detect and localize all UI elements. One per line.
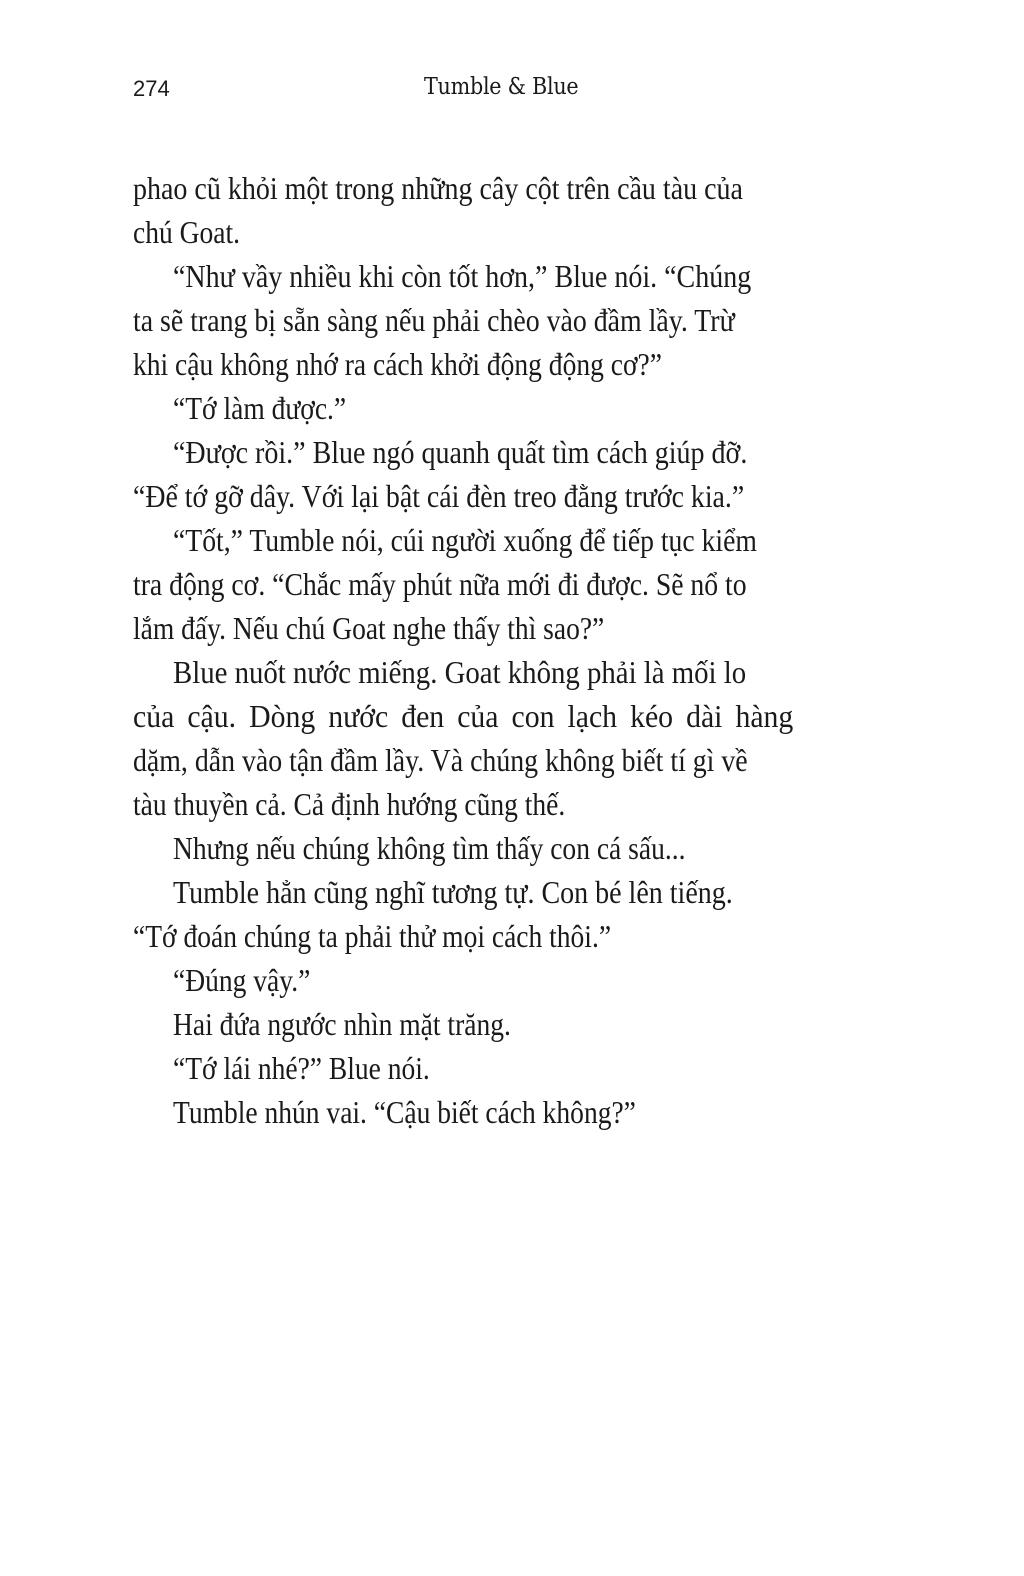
text-line: Tumble hẳn cũng nghĩ tương tự. Con bé lên tiếng. bbox=[173, 874, 733, 910]
text-line: Nhưng nếu chúng không tìm thấy con cá sấu... bbox=[173, 830, 686, 866]
text-line: Tumble nhún vai. “Cậu biết cách không?” bbox=[173, 1094, 636, 1130]
text-line: dặm, dẫn vào tận đầm lầy. Và chúng không biết tí gì về bbox=[133, 742, 748, 778]
text-line: phao cũ khỏi một trong những cây cột trên cầu tàu của bbox=[133, 170, 743, 206]
text-line: tra động cơ. “Chắc mấy phút nữa mới đi được. Sẽ nổ to bbox=[133, 566, 747, 602]
text-line: “Tớ lái nhé?” Blue nói. bbox=[173, 1050, 430, 1086]
text-line: “Được rồi.” Blue ngó quanh quất tìm cách giúp đỡ. bbox=[173, 434, 748, 470]
text-line: “Như vầy nhiều khi còn tốt hơn,” Blue nói. “Chúng bbox=[173, 258, 752, 294]
text-line: lắm đấy. Nếu chú Goat nghe thấy thì sao?” bbox=[133, 610, 605, 646]
book-title: Tumble & Blue bbox=[424, 74, 579, 100]
text-line: ta sẽ trang bị sẵn sàng nếu phải chèo vào đầm lầy. Trừ bbox=[133, 302, 735, 338]
running-head bbox=[0, 74, 1024, 110]
body-text bbox=[133, 166, 878, 1134]
text-line: Blue nuốt nước miếng. Goat không phải là mối lo bbox=[173, 654, 747, 690]
text-line: “Đúng vậy.” bbox=[173, 962, 311, 998]
text-line: khi cậu không nhớ ra cách khởi động động cơ?” bbox=[133, 346, 662, 382]
text-line: chú Goat. bbox=[133, 214, 240, 250]
text-line: “Tớ đoán chúng ta phải thử mọi cách thôi.” bbox=[133, 918, 612, 954]
text-line: tàu thuyền cả. Cả định hướng cũng thế. bbox=[133, 786, 566, 822]
text-line: “Để tớ gỡ dây. Với lại bật cái đèn treo đằng trước kia.” bbox=[133, 478, 745, 514]
text-line: Hai đứa ngước nhìn mặt trăng. bbox=[173, 1006, 511, 1042]
text-line: của cậu. Dòng nước đen của con lạch kéo dài hàng bbox=[133, 698, 794, 734]
page-number: 274 bbox=[133, 76, 170, 101]
text-line: “Tốt,” Tumble nói, cúi người xuống để tiếp tục kiểm bbox=[173, 522, 757, 558]
text-line: “Tớ làm được.” bbox=[173, 390, 347, 426]
